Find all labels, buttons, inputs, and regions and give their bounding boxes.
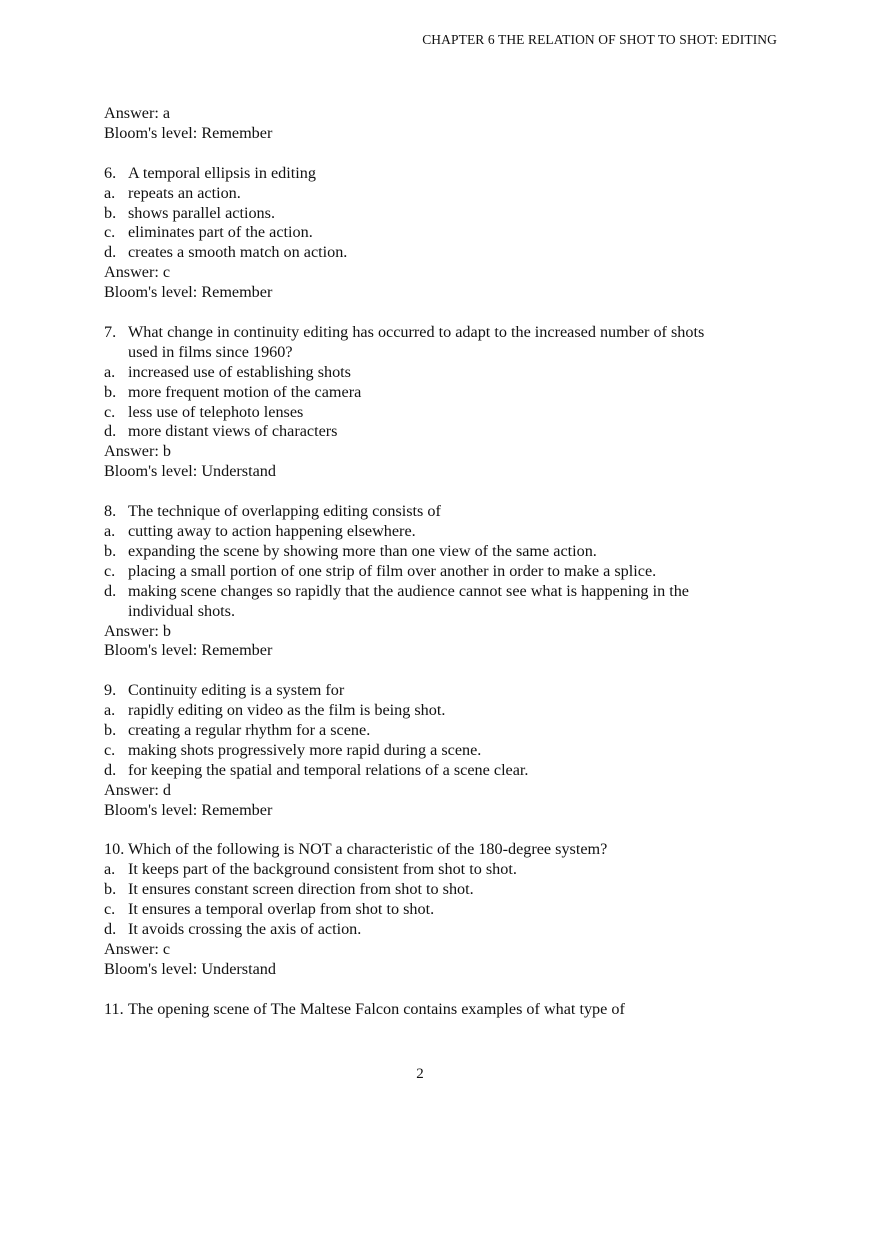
question-11: [104, 1000, 724, 1020]
option-text: for keeping the spatial and temporal relations of a scene clear.: [128, 760, 529, 779]
option-letter: d.: [104, 422, 117, 441]
option-text: placing a small portion of one strip of film over another in order to make a splice.: [128, 561, 657, 580]
option: [104, 542, 724, 562]
option-text: eliminates part of the action.: [128, 223, 313, 242]
page-number: 2: [416, 1066, 424, 1082]
option-letter: d.: [104, 243, 117, 262]
bloom-level-line: Bloom's level: Remember: [104, 283, 273, 302]
question-text: Which of the following is NOT a characteristic of the 180-degree system?: [128, 840, 608, 859]
answer-line: Answer: c: [104, 939, 171, 958]
bloom-level-line: Bloom's level: Remember: [104, 641, 273, 660]
option-text: more distant views of characters: [128, 422, 338, 441]
answer-line: Answer: c: [104, 263, 171, 282]
option-letter: a.: [104, 183, 116, 202]
option-text: less use of telephoto lenses: [128, 402, 304, 421]
option: [104, 204, 724, 224]
question-6: [104, 164, 724, 303]
option-text: cutting away to action happening elsewhere.: [128, 521, 416, 540]
question-text: The opening scene of The Maltese Falcon contains examples of what type of: [128, 999, 625, 1018]
answer-line: Answer: a: [104, 104, 171, 122]
option-text: expanding the scene by showing more than one view of the same action.: [128, 541, 597, 560]
question-stem: [104, 502, 724, 522]
option-letter: d.: [104, 760, 117, 779]
option-text: It ensures a temporal overlap from shot to shot.: [128, 900, 435, 919]
option: [104, 403, 724, 423]
option-letter: c.: [104, 740, 116, 759]
option-letter: c.: [104, 223, 116, 242]
option-text: making scene changes so rapidly that the audience cannot see what is happening in the individual shots.: [128, 581, 689, 620]
question-number: 6.: [104, 163, 117, 182]
previous-answer-block: [104, 104, 724, 144]
question-10: [104, 840, 724, 979]
question-number: 9.: [104, 681, 117, 700]
option: [104, 582, 724, 622]
option-letter: b.: [104, 541, 117, 560]
option-letter: c.: [104, 402, 116, 421]
question-number: 7.: [104, 322, 117, 341]
question-8: [104, 502, 724, 661]
question-number: 10.: [104, 840, 125, 859]
option-letter: c.: [104, 561, 116, 580]
page-content: [104, 104, 724, 1020]
question-text: Continuity editing is a system for: [128, 681, 345, 700]
option-text: creates a smooth match on action.: [128, 243, 348, 262]
question-stem: [104, 323, 724, 363]
question-7: [104, 323, 724, 482]
option-letter: d.: [104, 581, 117, 600]
option: [104, 880, 724, 900]
bloom-level-line: Bloom's level: Remember: [104, 123, 273, 142]
option: [104, 761, 724, 781]
option-letter: b.: [104, 203, 117, 222]
option: [104, 223, 724, 243]
option-text: increased use of establishing shots: [128, 362, 351, 381]
option: [104, 721, 724, 741]
option-text: It ensures constant screen direction from shot to shot.: [128, 880, 474, 899]
option-text: It keeps part of the background consistent from shot to shot.: [128, 860, 517, 879]
option: [104, 184, 724, 204]
option-text: shows parallel actions.: [128, 203, 275, 222]
option-text: repeats an action.: [128, 183, 241, 202]
bloom-level-line: Bloom's level: Understand: [104, 959, 276, 978]
option-letter: b.: [104, 880, 117, 899]
option: [104, 920, 724, 940]
option-text: creating a regular rhythm for a scene.: [128, 721, 371, 740]
option-text: It avoids crossing the axis of action.: [128, 920, 362, 939]
question-text: A temporal ellipsis in editing: [128, 163, 316, 182]
question-stem: [104, 840, 724, 860]
question-number: 11.: [104, 999, 124, 1018]
option: [104, 562, 724, 582]
option-text: making shots progressively more rapid during a scene.: [128, 740, 482, 759]
option: [104, 363, 724, 383]
option-letter: b.: [104, 721, 117, 740]
option-letter: a.: [104, 860, 116, 879]
answer-line: Answer: b: [104, 442, 171, 461]
question-text: The technique of overlapping editing consists of: [128, 502, 441, 521]
question-9: [104, 681, 724, 820]
option-letter: a.: [104, 521, 116, 540]
option: [104, 383, 724, 403]
question-stem: [104, 681, 724, 701]
option-letter: a.: [104, 701, 116, 720]
option-text: more frequent motion of the camera: [128, 382, 362, 401]
option-letter: a.: [104, 362, 116, 381]
page-header: CHAPTER 6 THE RELATION OF SHOT TO SHOT: EDITING: [422, 32, 777, 47]
option: [104, 741, 724, 761]
option-letter: b.: [104, 382, 117, 401]
answer-line: Answer: d: [104, 780, 171, 799]
option: [104, 522, 724, 542]
question-number: 8.: [104, 502, 117, 521]
bloom-level-line: Bloom's level: Remember: [104, 800, 273, 819]
option: [104, 701, 724, 721]
question-stem: [104, 164, 724, 184]
option-text: rapidly editing on video as the film is being shot.: [128, 701, 446, 720]
option: [104, 900, 724, 920]
option: [104, 243, 724, 263]
option: [104, 422, 724, 442]
bloom-level-line: Bloom's level: Understand: [104, 462, 276, 481]
option: [104, 860, 724, 880]
answer-line: Answer: b: [104, 621, 171, 640]
option-letter: c.: [104, 900, 116, 919]
question-text: What change in continuity editing has occurred to adapt to the increased number of shots used in films since 1960?: [128, 322, 705, 361]
option-letter: d.: [104, 920, 117, 939]
